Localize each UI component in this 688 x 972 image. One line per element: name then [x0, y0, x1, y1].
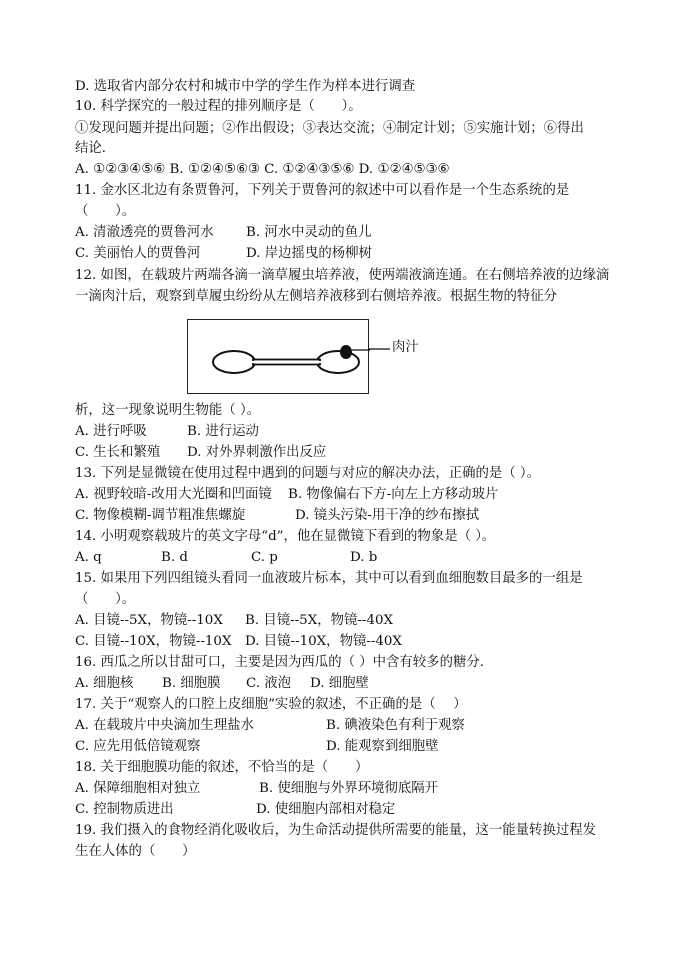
channel-joint-right	[317, 361, 321, 363]
q16-option-b: B. 细胞膜	[162, 676, 221, 691]
q11-option-d: D. 岸边摇曳的杨柳树	[246, 246, 372, 261]
q15-stem-cont: （ ）。	[75, 592, 136, 607]
q17-option-d: D. 能观察到细胞壁	[326, 739, 439, 754]
q12-stem-end: 析，这一现象说明生物能（ ）。	[75, 403, 261, 418]
label-pointer-line-ext	[368, 347, 390, 351]
q10-steps-cont: 结论．	[75, 141, 116, 156]
q12-option-a: A. 进行呼吸	[75, 424, 147, 439]
q18-option-c: C. 控制物质进出	[75, 802, 174, 817]
q9-option-d: D. 选取省内部分农村和城市中学的学生作为样本进行调查	[75, 79, 416, 94]
q12-option-c: C. 生长和繁殖	[75, 445, 161, 460]
q13-stem: 13. 下列是显微镜在使用过程中遇到的问题与对应的解决办法，正确的是（ ）。	[75, 466, 540, 481]
liquid-channel	[253, 360, 320, 365]
q10-options: A. ①②③④⑤⑥ B. ①②④⑤⑥③ C. ①②④③⑤⑥ D. ①②④⑤③⑥	[75, 162, 450, 177]
q19-stem: 19. 我们摄入的食物经消化吸收后，为生命活动提供所需要的能量，这一能量转换过程发	[75, 823, 597, 838]
q16-option-d: D. 细胞壁	[310, 676, 369, 691]
q12-option-d: D. 对外界刺激作出反应	[187, 445, 327, 460]
channel-joint-left	[252, 361, 256, 363]
left-culture-drop	[213, 351, 255, 373]
slide-diagram	[187, 319, 369, 394]
q14-stem: 14. 小明观察载玻片的英文字母“d”，他在显微镜下看到的物象是（ ）。	[75, 529, 496, 544]
q17-stem: 17. 关于“观察人的口腔上皮细胞”实验的叙述，不正确的是（ ）	[75, 697, 467, 712]
meat-juice-drop	[340, 345, 352, 359]
q15-stem: 15. 如果用下列四组镜头看同一血液玻片标本，其中可以看到血细胞数目最多的一组是	[75, 571, 583, 586]
right-culture-drop	[317, 351, 359, 373]
q11-stem-cont: （ ）。	[75, 204, 136, 219]
q12-stem-cont: 一滴肉汁后，观察到草履虫纷纷从左侧培养液移到右侧培养液。根据生物的特征分	[75, 289, 558, 304]
q11-option-a: A. 清澈透亮的贾鲁河水	[75, 225, 214, 240]
q15-option-b: B. 目镜--5X，物镜--40X	[245, 613, 394, 628]
q14-option-a: A. q	[75, 550, 102, 565]
q15-option-c: C. 目镜--10X，物镜--10X	[75, 634, 232, 649]
q13-option-c: C. 物像模糊-调节粗准焦螺旋	[75, 508, 246, 523]
q17-option-b: B. 碘液染色有利于观察	[326, 718, 465, 733]
q13-option-b: B. 物像偏右下方-向左上方移动玻片	[288, 487, 499, 502]
q15-option-d: D. 目镜--10X，物镜--40X	[245, 634, 402, 649]
q16-option-c: C. 液泡	[246, 676, 292, 691]
q16-stem: 16. 西瓜之所以甘甜可口，主要是因为西瓜的（ ）中含有较多的糖分．	[75, 655, 494, 670]
q18-option-b: B. 使细胞与外界环境彻底隔开	[259, 781, 439, 796]
q15-option-a: A. 目镜--5X，物镜--10X	[75, 613, 223, 628]
q11-stem: 11. 金水区北边有条贾鲁河，下列关于贾鲁河的叙述中可以看作是一个生态系统的是	[75, 183, 570, 198]
slide-diagram-drawing	[188, 320, 370, 395]
q17-option-a: A. 在载玻片中央滴加生理盐水	[75, 718, 254, 733]
q18-option-a: A. 保障细胞相对独立	[75, 781, 201, 796]
meat-juice-label: 肉汁	[392, 340, 419, 355]
q11-option-c: C. 美丽怡人的贾鲁河	[75, 246, 201, 261]
q14-option-c: C. p	[251, 550, 278, 565]
q12-option-b: B. 进行运动	[187, 424, 259, 439]
q14-option-b: B. d	[161, 550, 188, 565]
q14-option-d: D. b	[350, 550, 378, 565]
q10-steps: ①发现问题并提出问题；②作出假设；③表达交流；④制定计划；⑤实施计划；⑥得出	[75, 121, 584, 136]
q10-stem: 10. 科学探究的一般过程的排列顺序是（ ）。	[75, 99, 362, 114]
q11-option-b: B. 河水中灵动的鱼儿	[246, 225, 372, 240]
q18-option-d: D. 使细胞内部相对稳定	[256, 802, 396, 817]
q18-stem: 18. 关于细胞膜功能的叙述，不恰当的是（ ）	[75, 760, 369, 775]
q12-stem: 12. 如图，在载玻片两端各滴一滴草履虫培养液，使两端液滴连通。在右侧培养液的边缘滴	[75, 268, 610, 283]
q13-option-d: D. 镜头污染-用干净的纱布擦拭	[295, 508, 479, 523]
q19-stem-cont: 生在人体的（ ）	[75, 844, 196, 859]
q16-option-a: A. 细胞核	[75, 676, 134, 691]
q13-option-a: A. 视野较暗-改用大光圈和凹面镜	[75, 487, 272, 502]
q17-option-c: C. 应先用低倍镜观察	[75, 739, 201, 754]
